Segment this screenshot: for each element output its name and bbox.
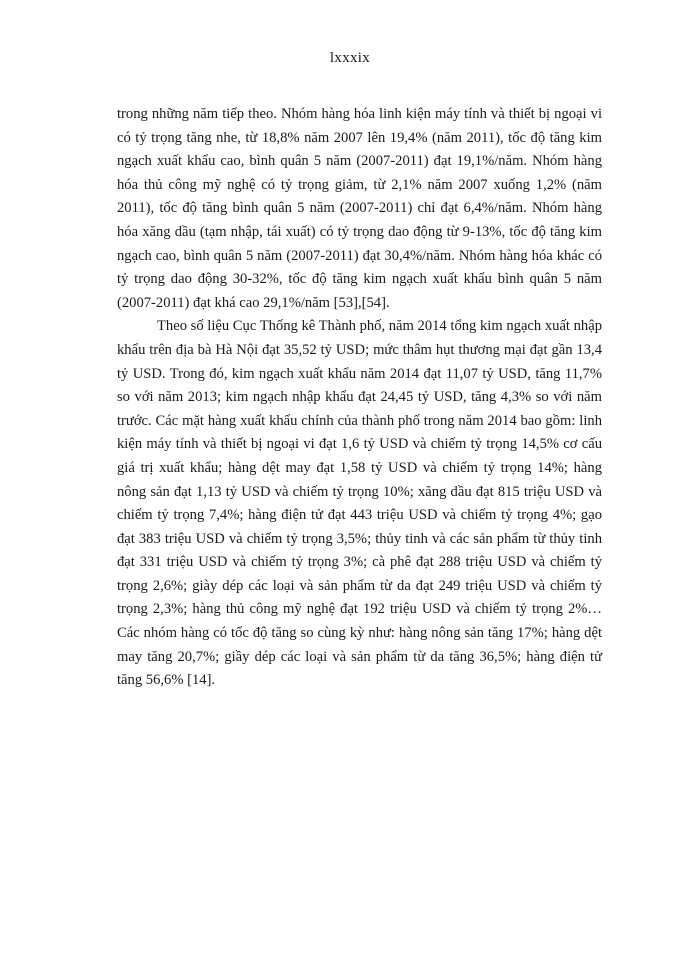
body-text (117, 103, 602, 693)
page-number: lxxxix (329, 50, 371, 66)
paragraph-2: Theo số liệu Cục Thống kê Thành phố, năm 2014 tổng kim ngạch xuất nhập khẩu trên địa bà Hà Nội đạt 35,52 tỷ USD; mức thâm hụt thương mại đạt gần 13,4 tỷ USD. Trong đó, kim ngạch xuất khẩu năm 2014 đạt 11,07 tỷ USD, tăng 11,7% so với năm 2013; kim ngạch nhập khẩu đạt 24,45 tỷ USD, tăng 4,3% so với năm trước. Các mặt hàng xuất khẩu chính của thành phố trong năm 2014 bao gồm: linh kiện máy tính và thiết bị ngoại vi đạt 1,6 tỷ USD và chiếm tỷ trọng 14,5% cơ cấu giá trị xuất khẩu; hàng dệt may đạt 1,58 tỷ USD và chiếm tỷ trọng 14%; hàng nông sản đạt 1,13 tỷ USD và chiếm tỷ trọng 10%; xăng dầu đạt 815 triệu USD và chiếm tỷ trọng 7,4%; hàng điện tử đạt 443 triệu USD và chiếm tỷ trọng 4%; gạo đạt 383 triệu USD và chiếm tỷ trọng 3,5%; thủy tinh và các sản phẩm từ thủy tinh đạt 331 triệu USD và chiếm tỷ trọng 3%; cà phê đạt 288 triệu USD và chiếm tỷ trọng 2,6%; giày dép các loại và sản phẩm từ da đạt 249 triệu USD và chiếm tỷ trọng 2,3%; hàng thủ công mỹ nghệ đạt 192 triệu USD và chiếm tỷ trọng 2%… Các nhóm hàng có tốc độ tăng so cùng kỳ như: hàng nông sản tăng 17%; hàng dệt may tăng 20,7%; giầy dép các loại và sản phẩm từ da tăng 36,5%; hàng điện tử tăng 56,6% [14]. (117, 318, 602, 689)
paragraph-1: trong những năm tiếp theo. Nhóm hàng hóa linh kiện máy tính và thiết bị ngoại vi có tỷ trọng tăng nhe, từ 18,8% năm 2007 lên 19,4% (năm 2011), tốc độ tăng kim ngạch xuất khẩu cao, bình quân 5 năm (2007-2011) đạt 19,1%/năm. Nhóm hàng hóa thủ công mỹ nghệ có tỷ trọng giảm, từ 2,1% năm 2007 xuống 1,2% (năm 2011), tốc độ tăng bình quân 5 năm (2007-2011) chỉ đạt 6,4%/năm. Nhóm hàng hóa xăng dầu (tạm nhập, tái xuất) có tỷ trọng dao động từ 9-13%, tốc độ tăng kim ngạch cao, bình quân 5 năm (2007-2011) đạt 30,4%/năm. Nhóm hàng hóa khác có tỷ trọng dao động 30-32%, tốc độ tăng kim ngạch xuất khẩu bình quân 5 năm (2007-2011) đạt khá cao 29,1%/năm [53],[54]. (117, 106, 602, 311)
